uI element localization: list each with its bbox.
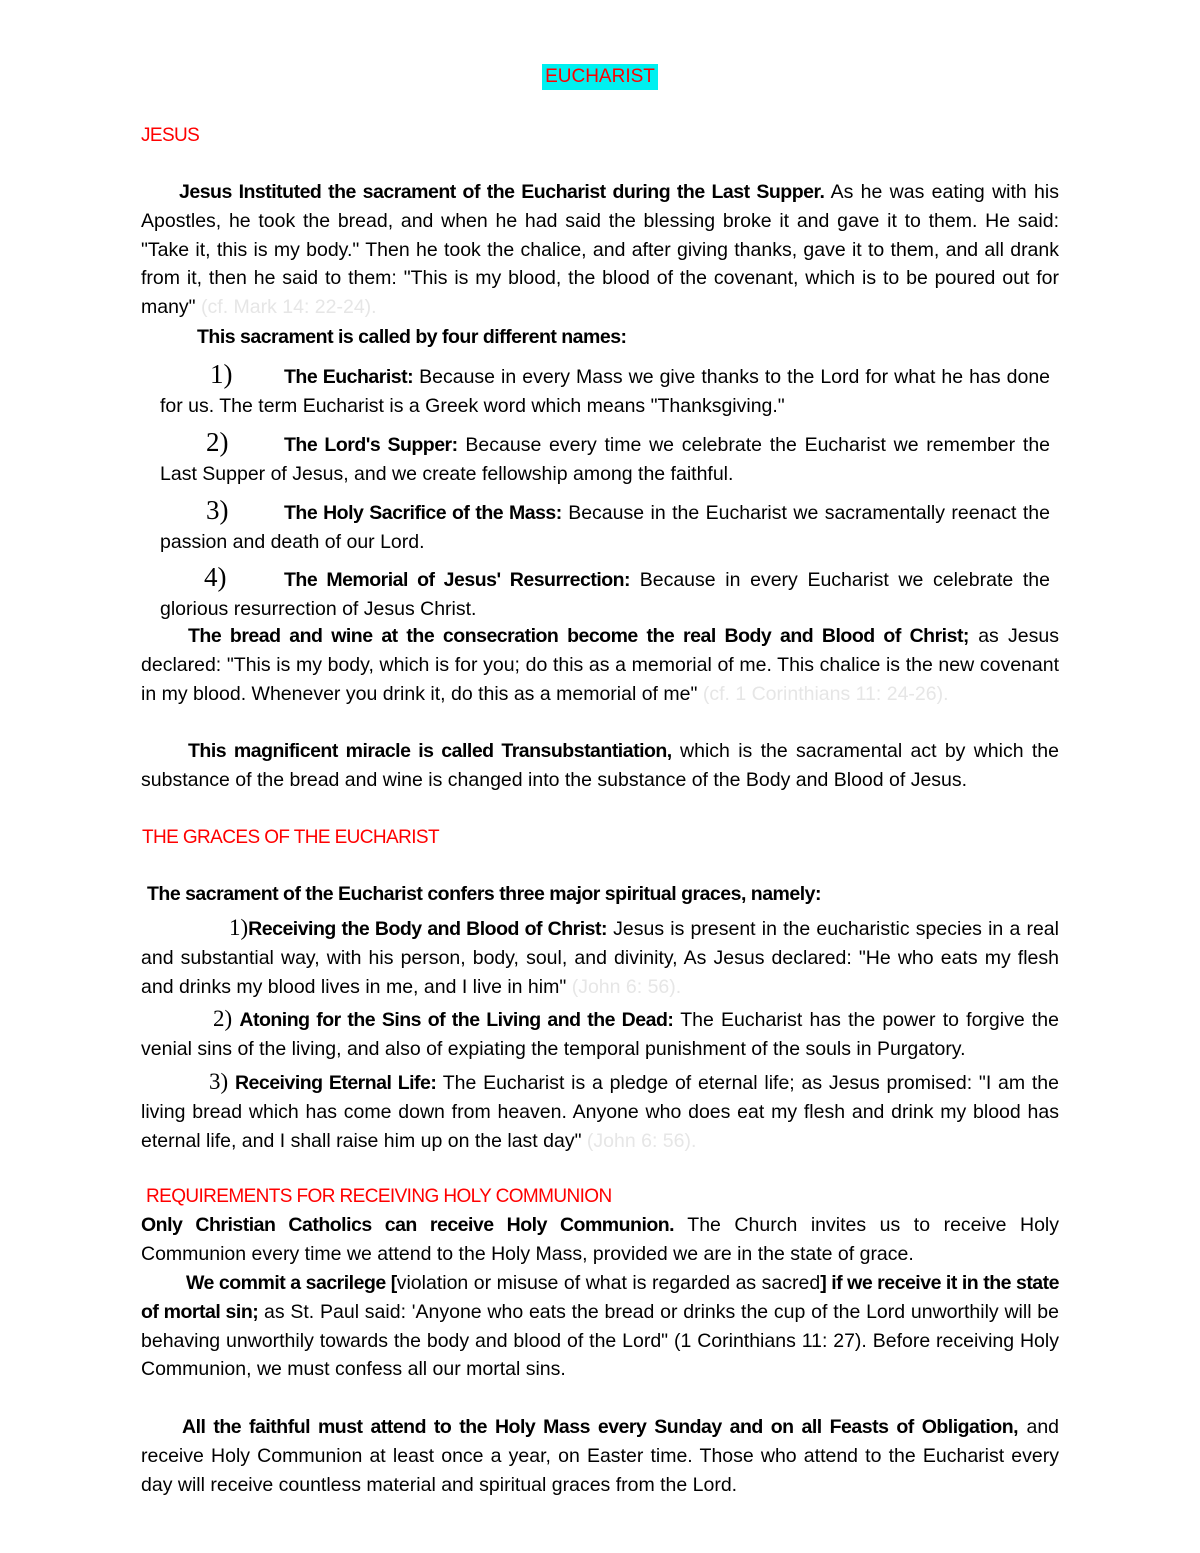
grace-label: Receiving the Body and Blood of Christ: xyxy=(248,918,607,940)
grace-text: The Eucharist is a pledge of eternal life; as Jesus promised: "I am the living bread which has come down from heaven. Anyone who does eat my flesh and drink my blood has eternal life, and I shall raise him up on the last day" xyxy=(141,1072,1059,1152)
grace-label: Atoning for the Sins of the Living and the Dead: xyxy=(239,1009,674,1031)
name-label: The Holy Sacrifice of the Mass: xyxy=(284,502,562,524)
paragraph-real-presence xyxy=(141,622,1059,708)
name-text: Because every time we celebrate the Eucharist we remember the Last Supper of Jesus, and we create fellowship among the faithful. xyxy=(160,434,1051,485)
heading-jesus: JESUS xyxy=(141,125,200,146)
body-text: The Church invites us to receive Holy Communion every time we attend to the Holy Mass, provided we are in the state of grace. xyxy=(141,1214,1059,1265)
list-number: 1) xyxy=(210,359,233,389)
name-item-4 xyxy=(160,563,1050,624)
grace-item-1 xyxy=(141,914,1059,1001)
bold-lead: All the faithful must attend to the Holy Mass every Sunday and on all Feasts of Obligation, xyxy=(182,1416,1019,1438)
citation: (cf. 1 Corinthians 11: 24-26). xyxy=(697,682,949,705)
name-item-2 xyxy=(160,428,1050,489)
document-title: EUCHARIST xyxy=(542,64,658,90)
grace-text: Jesus is present in the eucharistic species in a real and substantial way, with his person, body, soul, and divinity, As Jesus declared: "He who eats my flesh and drinks my blood lives in me, and I live in him" xyxy=(141,918,1059,998)
citation: (John 6: 56). xyxy=(566,975,682,998)
list-number: 2) xyxy=(213,1006,233,1031)
name-item-1 xyxy=(160,360,1050,421)
body-text: which is the sacramental act by which the substance of the bread and wine is changed into the substance of the Body and Blood of Jesus. xyxy=(141,740,1059,791)
name-text: Because in every Eucharist we celebrate the glorious resurrection of Jesus Christ. xyxy=(160,569,1050,620)
name-text: Because in the Eucharist we sacramentally reenact the passion and death of our Lord. xyxy=(160,502,1050,553)
bold-lead: Jesus Instituted the sacrament of the Eucharist during the Last Supper. xyxy=(179,181,825,203)
list-number: 3) xyxy=(206,495,229,525)
bold-lead: The bread and wine at the consecration become the real Body and Blood of Christ; xyxy=(188,625,969,647)
graces-intro-text: The sacrament of the Eucharist confers three major spiritual graces, namely: xyxy=(147,883,821,905)
paragraph-institution xyxy=(141,178,1059,322)
grace-item-2 xyxy=(141,1005,1059,1064)
paragraph-sacrilege xyxy=(141,1269,1059,1384)
title-container xyxy=(0,62,1200,91)
list-number: 4) xyxy=(204,562,227,592)
names-heading xyxy=(197,323,1115,352)
list-number: 2) xyxy=(206,427,229,457)
name-item-3 xyxy=(160,496,1050,557)
list-number: 1) xyxy=(229,915,249,940)
bold-continuation: ] if we receive it in the state of mortal sin; xyxy=(141,1272,1059,1323)
paragraph-obligation xyxy=(141,1413,1059,1499)
name-label: The Eucharist: xyxy=(284,366,414,388)
body-text: As he was eating with his Apostles, he took the bread, and when he had said the blessing broke it and gave it to them. He said: "Take it, this is my body." Then he took the chalice, and after giving thanks, gave it to them, and all drank from it, then he said to them: "This is my blood, the blood of the covenant, which is to be poured out for many" xyxy=(141,181,1059,319)
paragraph-who-may-receive xyxy=(141,1211,1059,1269)
body-text: as St. Paul said: 'Anyone who eats the bread or drinks the cup of the Lord unworthily will be behaving unworthily towards the body and blood of the Lord" (1 Corinthians 11: 27). Before receiving Holy Communion, we must confess all our mortal sins. xyxy=(141,1300,1059,1381)
name-label: The Lord's Supper: xyxy=(284,434,458,456)
body-text: as Jesus declared: "This is my body, which is for you; do this as a memorial of me. This chalice is the new covenant in my blood. Whenever you drink it, do this as a memorial of me" xyxy=(141,625,1059,705)
name-text: Because in every Mass we give thanks to the Lord for what he has done for us. The term Eucharist is a Greek word which means "Thanksgiving." xyxy=(160,366,1051,417)
graces-intro xyxy=(147,880,1065,909)
paragraph-transubstantiation xyxy=(141,737,1059,795)
heading-requirements: REQUIREMENTS FOR RECEIVING HOLY COMMUNION xyxy=(146,1186,612,1207)
grace-text: The Eucharist has the power to forgive the venial sins of the living, and also of expiating the temporal punishment of the souls in Purgatory. xyxy=(141,1009,1060,1060)
grace-item-3 xyxy=(141,1068,1059,1155)
body-text: and receive Holy Communion at least once a year, on Easter time. Those who attend to the Eucharist every day will receive countless material and spiritual graces from the Lord. xyxy=(141,1416,1060,1496)
bold-lead: This magnificent miracle is called Transubstantiation, xyxy=(188,740,672,762)
citation: (cf. Mark 14: 22-24). xyxy=(195,296,377,319)
citation: (John 6: 56). xyxy=(581,1129,697,1152)
grace-label: Receiving Eternal Life: xyxy=(234,1072,437,1094)
bracket-text: violation or misuse of what is regarded as sacred xyxy=(396,1272,821,1294)
names-heading-text: This sacrament is called by four different names: xyxy=(197,326,627,348)
bold-lead: Only Christian Catholics can receive Holy Communion. xyxy=(141,1214,675,1236)
bold-lead: We commit a sacrilege [ xyxy=(186,1272,397,1294)
name-label: The Memorial of Jesus' Resurrection: xyxy=(284,569,631,591)
list-number: 3) xyxy=(209,1069,229,1094)
heading-graces: THE GRACES OF THE EUCHARIST xyxy=(142,827,439,848)
